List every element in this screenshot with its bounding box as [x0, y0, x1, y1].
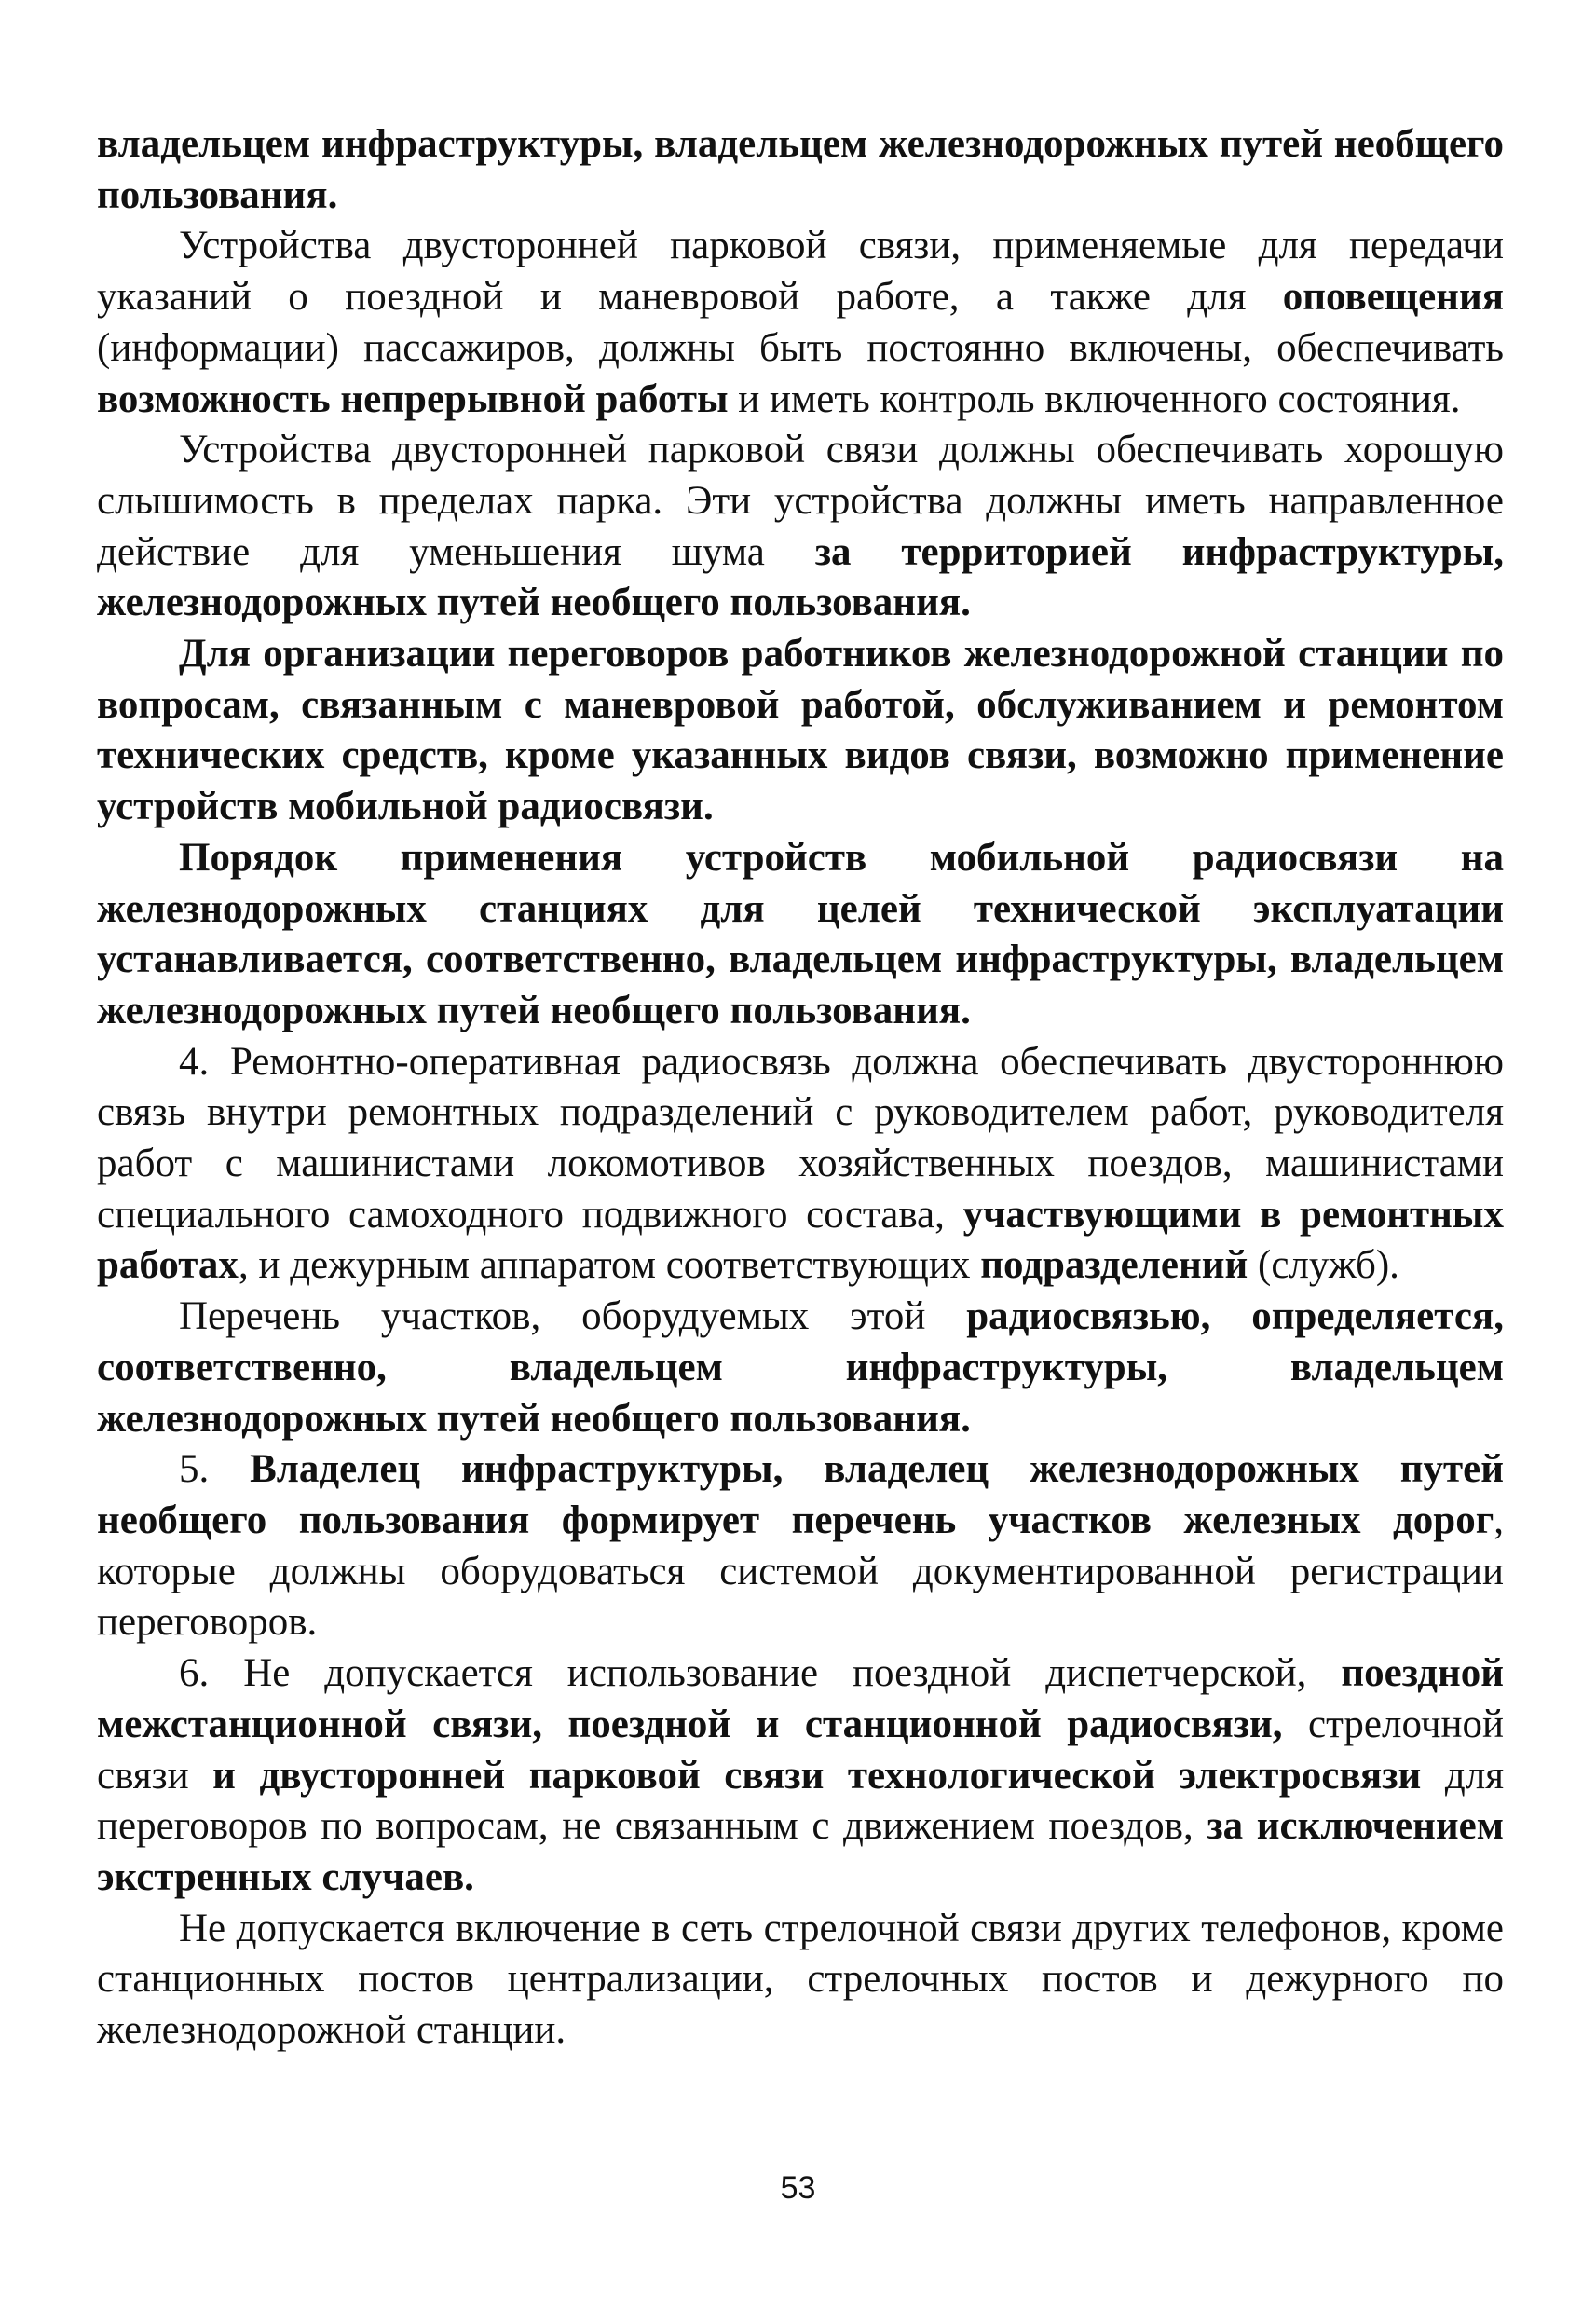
- paragraph-6-run-4: подразделений: [980, 1243, 1248, 1288]
- paragraph-7-run-2: радиосвязью, определяется, соответственно, владельцем инфраструктуры, владельцем железнодорожных путей необщего пользования.: [97, 1294, 1504, 1441]
- paragraph-10: [97, 1904, 1504, 2057]
- paragraph-9-run-6: за исключением экстренных случаев.: [97, 1804, 1504, 1899]
- paragraph-8-run-3: , которые должны оборудоваться системой документированной регистрации переговоров.: [97, 1497, 1504, 1645]
- paragraph-1-run-1: владельцем инфраструктуры, владельцем железнодорожных путей необщего пользования.: [97, 122, 1504, 217]
- paragraph-5-run-1: Порядок применения устройств мобильной радиосвязи на железнодорожных станциях для целей технической эксплуатации устанавливается, соответственно, владельцем инфраструктуры, владельцем железнодорожных путей необщего пользования.: [97, 835, 1504, 1032]
- paragraph-6-run-5: (служб).: [1248, 1243, 1399, 1288]
- paragraph-2-run-4: возможность непрерывной работы: [97, 376, 729, 421]
- paragraph-9-run-3: стрелочной связи: [97, 1702, 1504, 1798]
- paragraph-2: [97, 221, 1504, 425]
- paragraph-4-run-1: Для организации переговоров работников железнодорожной станции по вопросам, связанным с маневровой работой, обслуживанием и ремонтом технических средств, кроме указанных видов связи, возможно применение устройств мобильной радиосвязи.: [97, 632, 1504, 829]
- paragraph-2-run-2: оповещения: [1282, 275, 1504, 320]
- page-number: 53: [780, 2170, 816, 2206]
- paragraph-9-run-2: поездной межстанционной связи, поездной и станционной радиосвязи,: [97, 1651, 1504, 1746]
- paragraph-9-run-5: для переговоров по вопросам, не связанным с движением поездов,: [97, 1753, 1504, 1849]
- paragraph-9: [97, 1648, 1504, 1904]
- paragraph-6: [97, 1037, 1504, 1292]
- paragraph-6-run-2: участвующими в ремонтных работах: [97, 1192, 1505, 1288]
- paragraph-2-run-3: (информации) пассажиров, должны быть постоянно включены, обеспечивать: [97, 325, 1504, 370]
- paragraph-6-run-3: , и дежурным аппаратом соответствующих: [238, 1243, 981, 1288]
- paragraph-3-run-1: Устройства двусторонней парковой связи должны обеспечивать хорошую слышимость в пределах парка. Эти устройства должны иметь направленное действие для уменьшения шума: [97, 428, 1504, 574]
- paragraph-3: [97, 425, 1504, 629]
- paragraph-3-run-2: за территорией инфраструктуры, железнодорожных путей необщего пользования.: [97, 529, 1505, 625]
- paragraph-10-run-1: Не допускается включение в сеть стрелочной связи других телефонов, кроме станционных постов централизации, стрелочных постов и дежурного по железнодорожной станции.: [97, 1906, 1504, 2053]
- paragraph-7: [97, 1292, 1504, 1444]
- paragraph-8-run-2: Владелец инфраструктуры, владелец железнодорожных путей необщего пользования формирует перечень участков железных дорог: [97, 1447, 1505, 1542]
- paragraph-6-run-1: 4. Ремонтно-оперативная радиосвязь должна обеспечивать двустороннюю связь внутри ремонтных подразделений с руководителем работ, руководителя работ с машинистами локомотивов хозяйственных поездов, машинистами специального самоходного подвижного состава,: [97, 1039, 1504, 1237]
- paragraph-9-run-1: 6. Не допускается использование поездной диспетчерской,: [179, 1651, 1342, 1696]
- paragraph-9-run-4: и двусторонней парковой связи технологической электросвязи: [212, 1753, 1422, 1798]
- paragraph-4: [97, 629, 1504, 833]
- paragraph-5: [97, 833, 1504, 1037]
- paragraph-8: [97, 1444, 1504, 1648]
- paragraph-1: [97, 119, 1504, 221]
- paragraph-7-run-1: Перечень участков, оборудуемых этой: [179, 1294, 967, 1339]
- paragraph-8-run-1: 5.: [179, 1447, 251, 1492]
- page-body: [97, 119, 1504, 2263]
- paragraph-2-run-5: и иметь контроль включенного состояния.: [728, 376, 1461, 421]
- paragraph-2-run-1: Устройства двусторонней парковой связи, применяемые для передачи указаний о поездной и маневровой работе, а также для: [97, 224, 1504, 320]
